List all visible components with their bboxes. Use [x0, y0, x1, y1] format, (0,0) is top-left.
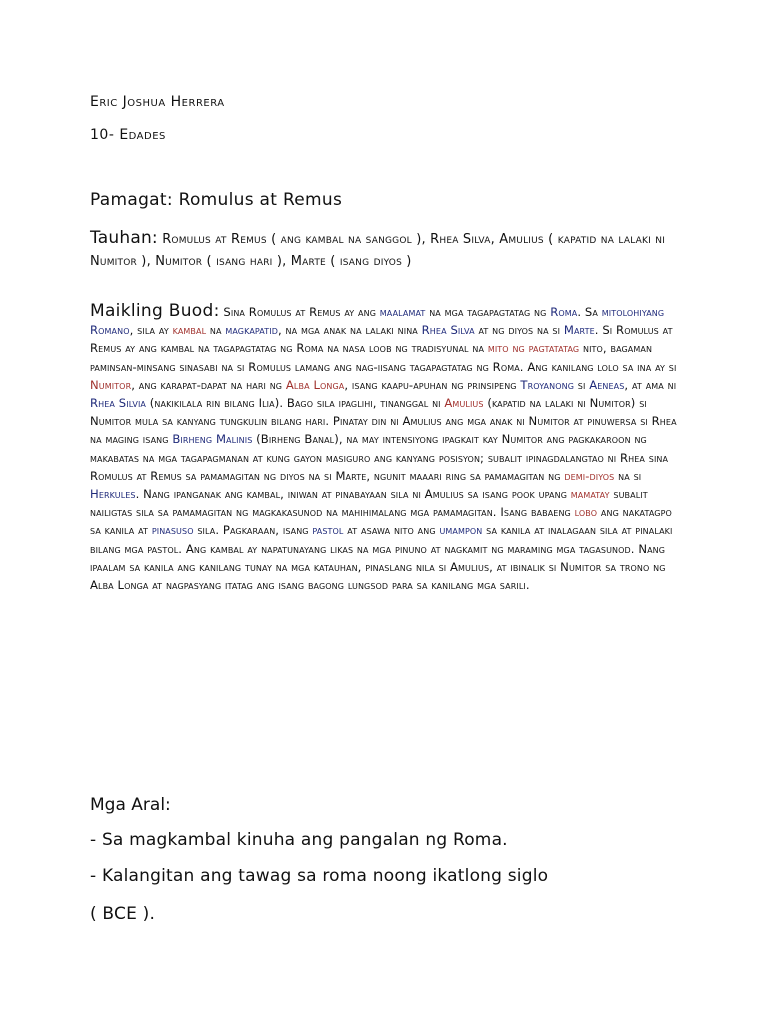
summary-text: (Birheng Banal), na may intensiyong ipagkait kay Numitor ang pagkakaroon ng makabatas na mga tagapagmanan at kung gayon masiguro ang kanyang posisyon; subalit ipinagdalangtao ni Rhea sina Romulus at Remus sa pamamagitan ng diyos na si Marte, ngunit maaari ring sa pamamagitan ng — [90, 432, 669, 483]
title-label: Pamagat: — [90, 190, 173, 210]
summary-text: sa kanila at inalagaan sila at pinalaki bilang mga pastol. Ang kambal ay napatunayang likas na mga pinuno at nagkamit ng maraming mga tagasunod. Nang ipaalam sa kanila ang kanilang tunay na mga katauhan, pinaslang nila si Amulius, at ibinalik si Numitor sa trono ng Alba Longa at nagpasyang itatag ang isang bagong lungsod para sa kanilang mga sarili. — [90, 523, 673, 593]
title-line — [90, 190, 342, 210]
summary-link[interactable]: Herkules — [90, 487, 136, 502]
summary-link[interactable]: lobo — [574, 505, 598, 520]
summary-text: , at ama ni — [624, 377, 677, 392]
summary-text: ang nakatagpo sa kanila at — [90, 505, 672, 538]
section-name: 10- Edades — [90, 127, 166, 143]
summary-link[interactable]: maalamat — [379, 305, 426, 319]
summary-link[interactable]: mitolohiyang Romano — [90, 305, 665, 338]
summary-label: Maikling Buod: — [90, 301, 220, 321]
summary-link[interactable]: pastol — [312, 523, 344, 538]
lesson-item: - Kalangitan ang tawag sa roma noong ikatlong siglo — [90, 866, 549, 886]
summary-link[interactable]: Roma — [550, 305, 578, 319]
summary-text: , ang karapat-dapat na hari ng — [131, 377, 286, 392]
summary-text: Sina Romulus at Remus ay ang — [223, 305, 380, 319]
summary-text: . Sa — [577, 305, 602, 319]
summary-body — [90, 305, 677, 592]
summary-paragraph — [90, 302, 680, 594]
summary-text: , na mga anak na lalaki nina — [277, 323, 422, 338]
lesson-item: - Sa magkambal kinuha ang pangalan ng Roma. — [90, 830, 508, 850]
summary-link[interactable]: Marte — [563, 323, 595, 338]
summary-text: nito, bagaman paminsan-minsang sinasabi na si Romulus lamang ang nag-iisang tagapagtatag ng Roma. Ang kanilang lolo sa ina ay si — [90, 341, 677, 374]
summary-text: na — [206, 323, 226, 338]
summary-text: at asawa nito ang — [343, 523, 440, 538]
summary-text: subalit nailigtas sila sa pamamagitan ng magkakasunod na mahihimalang mga pamamagitan. Isang babaeng — [90, 487, 648, 520]
summary-link[interactable]: kambal — [172, 323, 207, 338]
summary-link[interactable]: Amulius — [444, 396, 484, 411]
author-name: Eric Joshua Herrera — [90, 94, 225, 110]
summary-link[interactable]: mito ng pagtatatag — [487, 341, 580, 356]
summary-link[interactable]: demi-diyos — [564, 468, 615, 483]
summary-text: na si — [614, 468, 642, 483]
summary-link[interactable]: Troyanong — [520, 377, 574, 392]
summary-text: . Nang ipanganak ang kambal, iniwan at pinabayaan sila ni Amulius sa isang pook upang — [135, 487, 571, 502]
summary-link[interactable]: Rhea Silvia — [90, 396, 146, 411]
characters-paragraph — [90, 227, 680, 273]
summary-text: at ng diyos na si — [474, 323, 564, 338]
summary-text: . Si Romulus at Remus ay ang kambal na tagapagtatag ng Roma na nasa loob ng tradisyunal na — [90, 323, 673, 356]
summary-link[interactable]: Rhea Silva — [421, 323, 475, 338]
summary-text: si — [574, 377, 590, 392]
summary-link[interactable]: Numitor — [90, 377, 132, 392]
summary-text: , sila ay — [129, 323, 173, 338]
summary-link[interactable]: pinasuso — [151, 523, 194, 538]
summary-text: , isang kaapu-apuhan ng prinsipeng — [344, 377, 521, 392]
summary-text: sila. Pagkaraan, isang — [193, 523, 313, 538]
lesson-item: ( BCE ). — [90, 904, 156, 924]
title-text: Romulus at Remus — [178, 190, 343, 210]
summary-link[interactable]: Aeneas — [589, 377, 625, 392]
summary-text: na mga tagapagtatag ng — [425, 305, 551, 319]
summary-link[interactable]: Birheng Malinis — [172, 432, 253, 447]
lessons-heading: Mga Aral: — [90, 795, 171, 815]
summary-link[interactable]: Alba Longa — [285, 377, 345, 392]
summary-link[interactable]: magkapatid — [225, 323, 278, 338]
summary-text: (kapatid na lalaki ni Numitor) si Numitor mula sa kanyang tungkulin bilang hari. Pinatay din ni Amulius ang mga anak ni Numitor at pinuwersa si Rhea na maging isang — [90, 396, 677, 447]
characters-label: Tauhan: — [90, 228, 158, 248]
summary-link[interactable]: mamatay — [570, 487, 610, 502]
characters-text: Romulus at Remus ( ang kambal na sanggol ), Rhea Silva, Amulius ( kapatid na lalaki ni Numitor ), Numitor ( isang hari ), Marte ( isang diyos ) — [90, 232, 666, 269]
summary-link[interactable]: umampon — [439, 523, 483, 538]
summary-text: (nakikilala rin bilang Ilia). Bago sila ipaglihi, tinanggal ni — [146, 396, 445, 411]
